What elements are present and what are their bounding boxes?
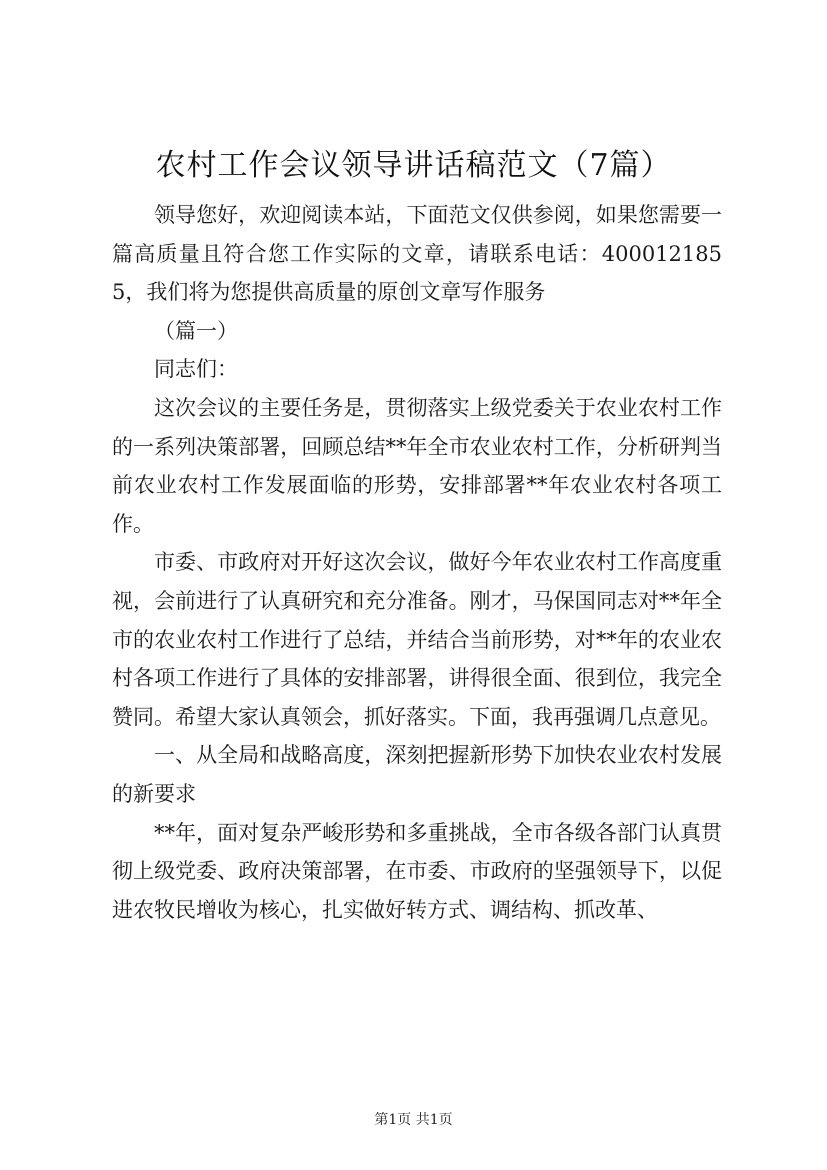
salutation: 同志们： [154, 357, 238, 382]
intro-paragraph: 领导您好，欢迎阅读本站，下面范文仅供参阅，如果您需要一篇高质量且符合您工作实际的文章，请联系电话：4000121855，我们将为您提供高质量的原创文章写作服务 [112, 203, 722, 305]
body-paragraph: **年，面对复杂严峻形势和多重挑战，全市各级各部门认真贯彻上级党委、政府决策部署，在市委、市政府的坚强领导下，以促进农牧民增收为核心，扎实做好转方式、调结构、抓改革、 [112, 820, 722, 922]
document-body [112, 196, 722, 929]
document-title: 农村工作会议领导讲话稿范文（7篇） [155, 148, 672, 183]
body-paragraph: 市委、市政府对开好这次会议，做好今年农业农村工作高度重视，会前进行了认真研究和充分准备。刚才，马保国同志对**年全市的农业农村工作进行了总结，并结合当前形势，对**年的农业农村各项工作进行了具体的安排部署，讲得很全面、很到位，我完全赞同。希望大家认真领会，抓好落实。下面，我再强调几点意见。 [112, 550, 722, 729]
section-label: （篇一） [154, 318, 238, 343]
body-paragraph: 这次会议的主要任务是，贯彻落实上级党委关于农业农村工作的一系列决策部署，回顾总结**年全市农业农村工作，分析研判当前农业农村工作发展面临的形势，安排部署**年农业农村各项工作。 [112, 395, 722, 536]
section-heading: 一、从全局和战略高度，深刻把握新形势下加快农业农村发展的新要求 [112, 743, 722, 806]
page-footer: 第1页 共1页 [374, 1112, 453, 1128]
